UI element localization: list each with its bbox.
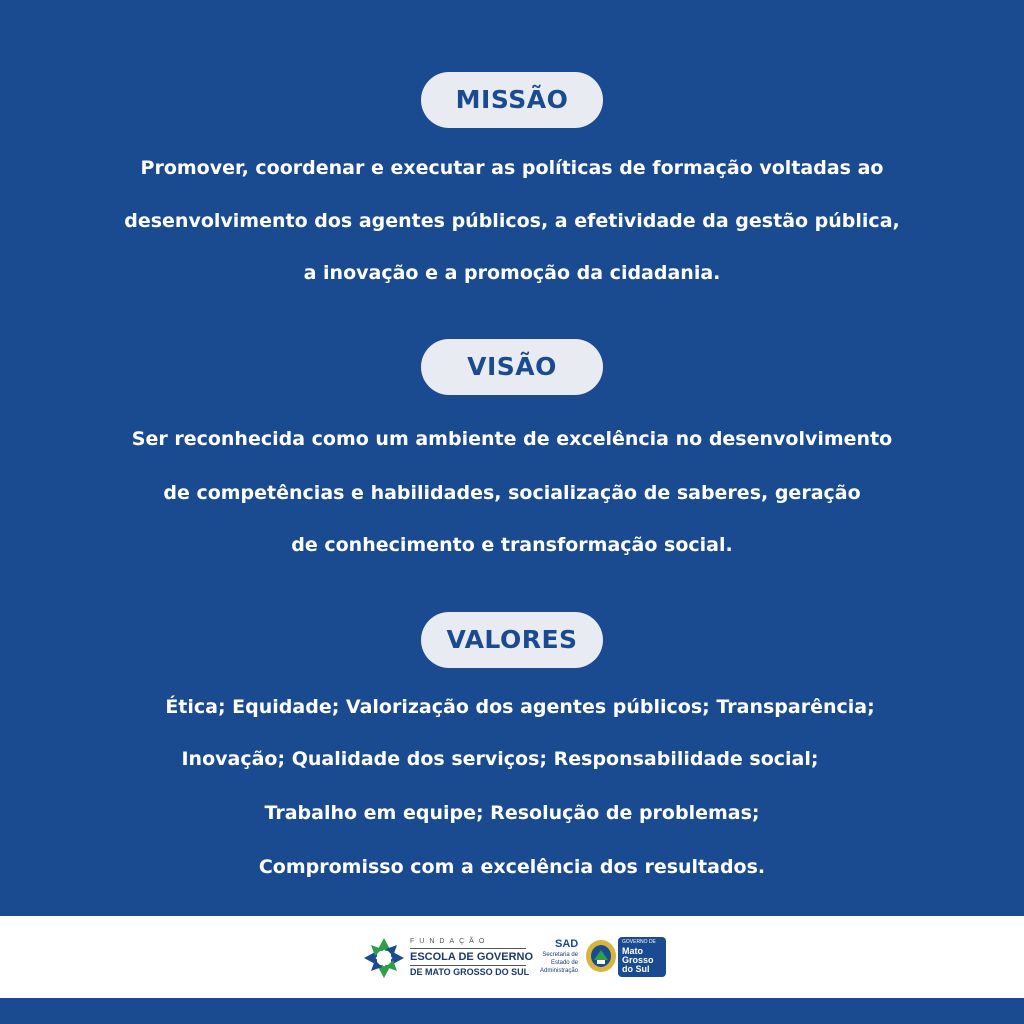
- coat-of-arms-icon: [584, 938, 618, 974]
- sad-line3: Administração: [539, 968, 578, 974]
- governo-small-label: GOVERNO DE: [622, 939, 656, 945]
- visao-line: de conhecimento e transformação social.: [291, 534, 733, 556]
- escola-divider: [410, 965, 526, 966]
- escola-line1: ESCOLA DE GOVERNO: [410, 951, 534, 963]
- escola-fundacao-label: FUNDAÇÃO: [410, 938, 490, 945]
- governo-line1: Mato: [622, 946, 643, 956]
- valores-line: Compromisso com a excelência dos resultados.: [258, 856, 766, 878]
- valores-line: Ética; Equidade; Valorização dos agentes públicos; Transparência;: [165, 696, 875, 718]
- missao-line: Promover, coordenar e executar as políticas de formação voltadas ao: [140, 157, 884, 179]
- sad-line2: Estado de: [550, 960, 578, 966]
- sad-line1: Secretaria de: [542, 952, 578, 958]
- governo-line3: do Sul: [622, 964, 650, 974]
- missao-line: a inovação e a promoção da cidadania.: [303, 262, 721, 284]
- escola-logo-icon: [360, 936, 408, 980]
- escola-line2: DE MATO GROSSO DO SUL: [410, 967, 530, 977]
- visao-line: Ser reconhecida como um ambiente de excelência no desenvolvimento: [131, 428, 893, 450]
- valores-line: Inovação; Qualidade dos serviços; Responsabilidade social;: [181, 748, 819, 770]
- escola-governo-logo: [360, 936, 408, 980]
- governo-line2: Grosso: [622, 955, 654, 965]
- valores-line: Trabalho em equipe; Resolução de problemas;: [264, 802, 760, 824]
- escola-divider: [410, 948, 526, 949]
- valores-heading: VALORES: [421, 612, 603, 668]
- visao-heading: VISÃO: [421, 339, 603, 395]
- visao-line: de competências e habilidades, socialização de saberes, geração: [163, 482, 861, 504]
- missao-line: desenvolvimento dos agentes públicos, a efetividade da gestão pública,: [124, 210, 900, 232]
- missao-heading: MISSÃO: [421, 72, 603, 128]
- sad-acronym: SAD: [555, 938, 579, 950]
- footer-logos: [0, 916, 1024, 998]
- bottom-band: [0, 998, 1024, 1024]
